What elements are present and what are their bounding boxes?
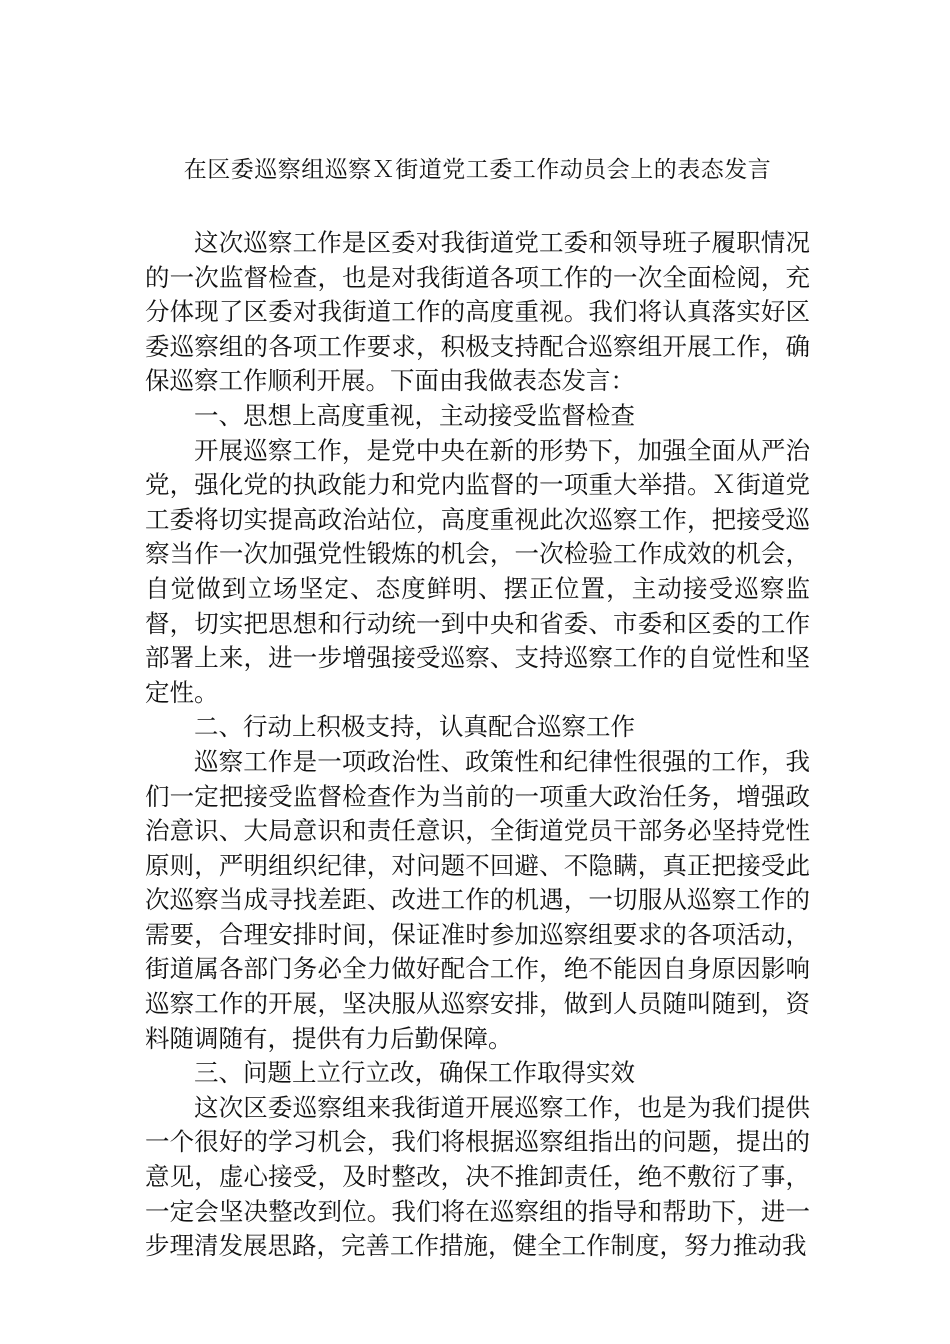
document-body xyxy=(145,226,810,1264)
paragraph-intro: 这次巡察工作是区委对我街道党工委和领导班子履职情况的一次监督检查，也是对我街道各项工作的一次全面检阅，充分体现了区委对我街道工作的高度重视。我们将认真落实好区委巡察组的各项工作要求，积极支持配合巡察组开展工作，确保巡察工作顺利开展。下面由我做表态发言： xyxy=(145,228,810,396)
document-title: 在区委巡察组巡察Ｘ街道党工委工作动员会上的表态发言 xyxy=(183,157,772,183)
paragraph-section-3: 这次区委巡察组来我街道开展巡察工作，也是为我们提供一个很好的学习机会，我们将根据巡察组指出的问题，提出的意见，虚心接受，及时整改，决不推卸责任，绝不敷衍了事，一定会坚决整改到位。我们将在巡察组的指导和帮助下，进一步理清发展思路，完善工作措施，健全工作制度，努力推动我 xyxy=(145,1092,810,1261)
document-page xyxy=(145,150,810,1264)
section-heading-1: 一、思想上高度重视，主动接受监督检查 xyxy=(194,400,635,430)
section-heading-2: 二、行动上积极支持，认真配合巡察工作 xyxy=(194,712,635,742)
paragraph-section-2: 巡察工作是一项政治性、政策性和纪律性很强的工作，我们一定把接受监督检查作为当前的一项重大政治任务，增强政治意识、大局意识和责任意识，全街道党员干部务必坚持党性原则，严明组织纪律，对问题不回避、不隐瞒，真正把接受此次巡察当成寻找差距、改进工作的机遇，一切服从巡察工作的需要，合理安排时间，保证准时参加巡察组要求的各项活动，街道属各部门务必全力做好配合工作，绝不能因自身原因影响巡察工作的开展，坚决服从巡察安排，做到人员随叫随到，资料随调随有，提供有力后勤保障。 xyxy=(145,746,810,1053)
section-heading-3: 三、问题上立行立改，确保工作取得实效 xyxy=(194,1058,635,1088)
paragraph-section-1: 开展巡察工作，是党中央在新的形势下，加强全面从严治党，强化党的执政能力和党内监督的一项重大举措。Ｘ街道党工委将切实提高政治站位，高度重视此次巡察工作，把接受巡察当作一次加强党性锻炼的机会，一次检验工作成效的机会，自觉做到立场坚定、态度鲜明、摆正位置，主动接受巡察监督，切实把思想和行动统一到中央和省委、市委和区委的工作部署上来，进一步增强接受巡察、支持巡察工作的自觉性和坚定性。 xyxy=(145,435,810,707)
